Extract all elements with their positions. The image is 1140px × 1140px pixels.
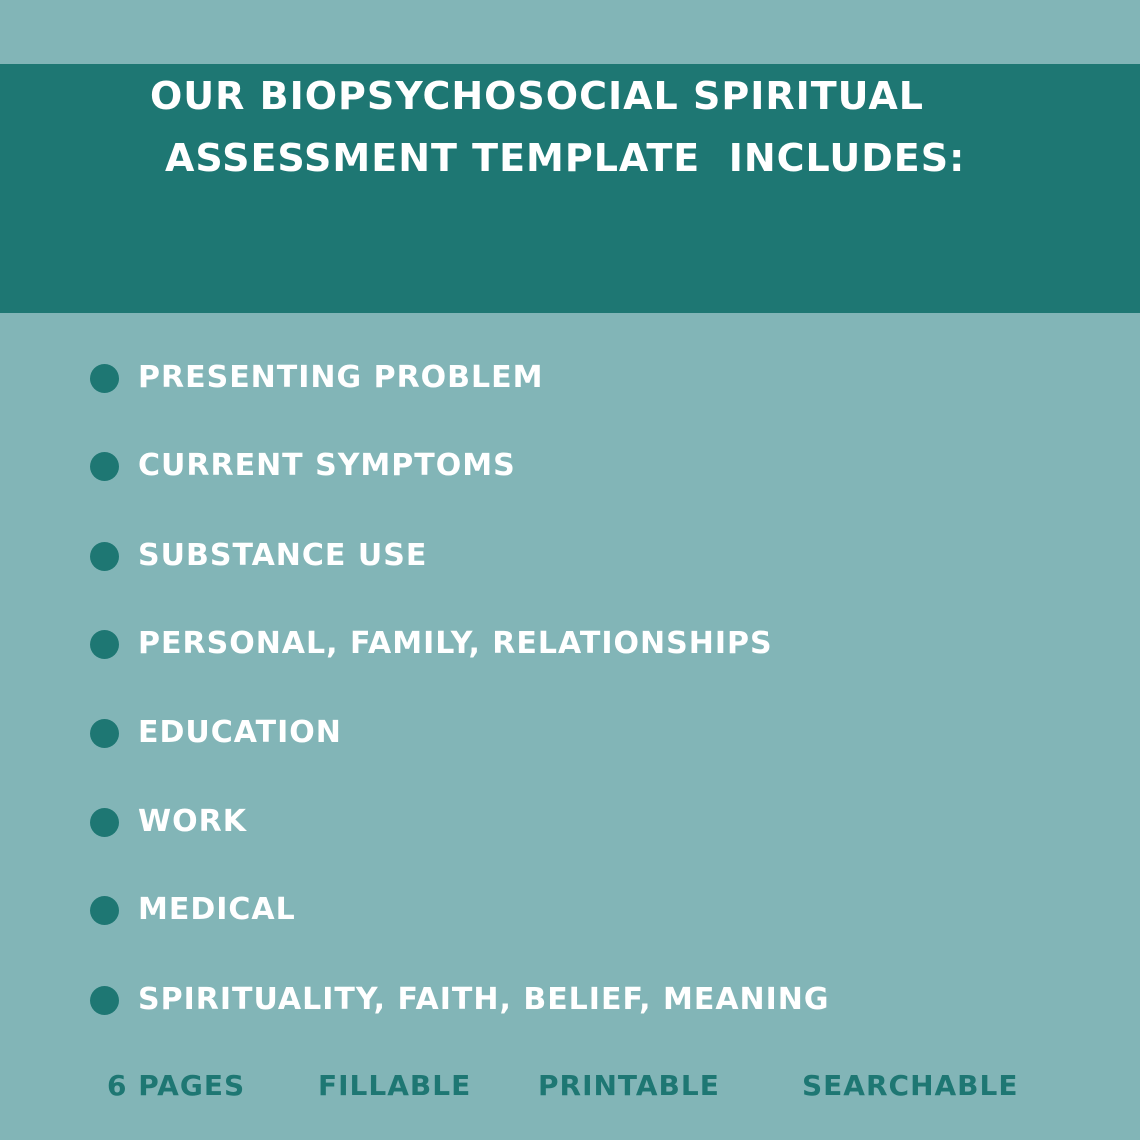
- bullet-icon: [90, 542, 119, 571]
- list-item: [90, 802, 247, 842]
- footer-tag-pages: 6 PAGES: [107, 1069, 246, 1102]
- bullet-icon: [90, 986, 119, 1015]
- list-item-label: CURRENT SYMPTOMS: [138, 448, 516, 483]
- list-item-label: SUBSTANCE USE: [138, 538, 428, 573]
- list-item: [90, 536, 427, 576]
- bullet-icon: [90, 719, 119, 748]
- list-item: [90, 713, 342, 753]
- list-item-label: PERSONAL, FAMILY, RELATIONSHIPS: [138, 626, 773, 661]
- list-item-label: WORK: [138, 804, 247, 839]
- list-item-label: MEDICAL: [138, 892, 296, 927]
- bullet-icon: [90, 452, 119, 481]
- bullet-icon: [90, 364, 119, 393]
- list-item: [90, 890, 296, 930]
- footer-tag-fillable: FILLABLE: [318, 1069, 472, 1102]
- bullet-icon: [90, 630, 119, 659]
- footer-tag-printable: PRINTABLE: [538, 1069, 720, 1102]
- header-title-line-1: OUR BIOPSYCHOSOCIAL SPIRITUAL: [150, 74, 924, 118]
- bullet-icon: [90, 808, 119, 837]
- list-item-label: EDUCATION: [138, 715, 342, 750]
- list-item-label: PRESENTING PROBLEM: [138, 360, 544, 395]
- header-title-line-2: ASSESSMENT TEMPLATE INCLUDES:: [165, 136, 966, 180]
- list-item: [90, 446, 516, 486]
- footer-tag-searchable: SEARCHABLE: [802, 1069, 1019, 1102]
- list-item: [90, 980, 830, 1020]
- list-item: [90, 358, 544, 398]
- bullet-icon: [90, 896, 119, 925]
- list-item-label: SPIRITUALITY, FAITH, BELIEF, MEANING: [138, 982, 830, 1017]
- list-item: [90, 624, 773, 664]
